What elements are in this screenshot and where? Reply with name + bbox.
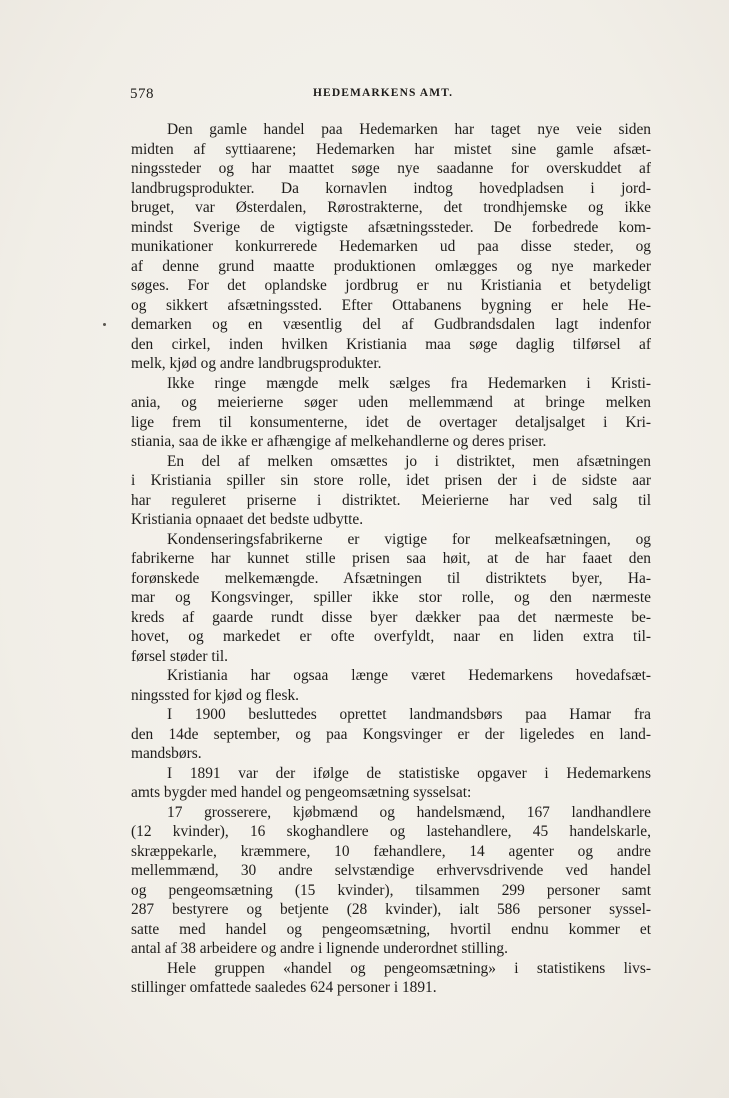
text-line: og sikkert afsætningssted. Efter Ottabanens bygning er hele He- bbox=[131, 296, 651, 314]
margin-mark bbox=[103, 323, 106, 326]
text-line: søges. For det oplandske jordbrug er nu Kristiania et betydeligt bbox=[131, 277, 651, 294]
text-line: i Kristiania spiller sin store rolle, idet prisen der i de sidste aar bbox=[131, 472, 651, 489]
text-line: (12 kvinder), 16 skoghandlere og lastehandlere, 45 handelskarle, bbox=[131, 823, 651, 840]
text-line: munikationer konkurrerede Hedemarken ud paa disse steder, og bbox=[131, 238, 651, 255]
body-text bbox=[131, 120, 651, 998]
text-line: Kristiania opnaaet det bedste udbytte. bbox=[131, 511, 364, 528]
text-line: Hele gruppen «handel og pengeomsætning» i statistikens livs- bbox=[167, 959, 651, 977]
text-line: Den gamle handel paa Hedemarken har taget nye veie siden bbox=[167, 121, 651, 138]
text-line: mellemmænd, 30 andre selvstændige erhvervsdrivende ved handel bbox=[131, 862, 651, 879]
text-line: hovet, og markedet er ofte overfyldt, naar en liden extra til- bbox=[131, 628, 651, 645]
text-line: demarken og en væsentlig del af Gudbrandsdalen lagt indenfor bbox=[131, 316, 651, 333]
text-line: og pengeomsætning (15 kvinder), tilsammen 299 personer samt bbox=[131, 881, 651, 899]
text-line: satte med handel og pengeomsætning, hvortil endnu kommer et bbox=[131, 920, 651, 938]
text-line: lige frem til konsumenterne, idet de overtager detaljsalget i Kri- bbox=[131, 413, 651, 431]
text-line: melk, kjød og andre landbrugsprodukter. bbox=[131, 355, 382, 372]
text-line: kreds af gaarde rundt disse byer dækker paa det nærmeste be- bbox=[131, 608, 651, 626]
text-line: skræppekarle, kræmmere, 10 fæhandlere, 14 agenter og andre bbox=[131, 842, 651, 860]
running-title: HEDEMARKENS AMT. bbox=[313, 87, 454, 99]
text-line: 17 grosserere, kjøbmænd og handelsmænd, 167 landhandlere bbox=[167, 803, 651, 821]
text-line: Kristiania har ogsaa længe været Hedemarkens hovedafsæt- bbox=[167, 667, 651, 684]
text-line: mandsbørs. bbox=[131, 745, 202, 762]
text-line: ningssted for kjød og flesk. bbox=[131, 686, 299, 704]
text-line: forønskede melkemængde. Afsætningen til distriktets byer, Ha- bbox=[131, 569, 651, 587]
text-line: den cirkel, inden hvilken Kristiania maa søge daglig tilførsel af bbox=[131, 335, 651, 353]
text-line: bruget, var Østerdalen, Rørostrakterne, det trondhjemske og ikke bbox=[131, 199, 651, 216]
text-line: antal af 38 arbeidere og andre i lignende underordnet stilling. bbox=[131, 940, 508, 957]
page-header bbox=[130, 86, 650, 106]
text-line: stillinger omfattede saaledes 624 personer i 1891. bbox=[131, 979, 437, 996]
text-line: mar og Kongsvinger, spiller ikke stor rolle, og den nærmeste bbox=[131, 589, 651, 606]
text-line: I 1891 var der ifølge de statistiske opgaver i Hedemarkens bbox=[167, 764, 651, 782]
text-line: af denne grund maatte produktionen omlægges og nye markeder bbox=[131, 257, 651, 275]
text-line: den 14de september, og paa Kongsvinger er der ligeledes en land- bbox=[131, 725, 651, 743]
text-line: fabrikerne har kunnet stille prisen saa høit, at de har faaet den bbox=[131, 550, 651, 567]
text-line: 287 bestyrere og betjente (28 kvinder), ialt 586 personer syssel- bbox=[131, 901, 651, 918]
text-line: stiania, saa de ikke er afhængige af melkehandlerne og deres priser. bbox=[131, 433, 547, 450]
text-line: ania, og meierierne søger uden mellemmænd at bringe melken bbox=[131, 394, 651, 411]
text-line: I 1900 besluttedes oprettet landmandsbørs paa Hamar fra bbox=[167, 706, 651, 723]
text-line: amts bygder med handel og pengeomsætning sysselsat: bbox=[131, 784, 472, 801]
text-line: landbrugsprodukter. Da kornavlen indtog hovedpladsen i jord- bbox=[131, 179, 651, 197]
text-line: Kondenseringsfabrikerne er vigtige for melkeafsætningen, og bbox=[167, 530, 651, 548]
text-line: En del af melken omsættes jo i distriktet, men afsætningen bbox=[167, 452, 651, 470]
text-line: Ikke ringe mængde melk sælges fra Hedemarken i Kristi- bbox=[167, 374, 651, 392]
text-line: førsel støder til. bbox=[131, 647, 229, 665]
text-line: ningssteder og har maattet søge nye saadanne for overskuddet af bbox=[131, 160, 651, 177]
page-number: 578 bbox=[130, 86, 154, 102]
text-line: midten af syttiaarene; Hedemarken har mistet sine gamle afsæt- bbox=[131, 140, 651, 158]
text-line: har reguleret priserne i distriktet. Meierierne har ved salg til bbox=[131, 491, 651, 509]
text-line: mindst Sverige de vigtigste afsætningssteder. De forbedrede kom- bbox=[131, 218, 651, 236]
